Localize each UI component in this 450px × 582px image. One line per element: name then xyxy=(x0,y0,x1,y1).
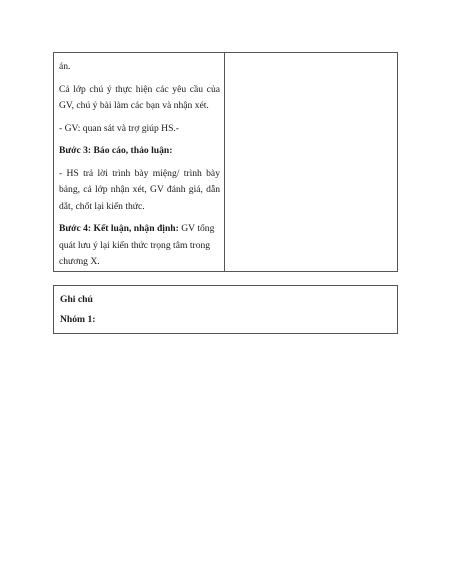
step-4-heading: Bước 4: Kết luận, nhận định: xyxy=(59,223,179,234)
notes-title: Ghi chú xyxy=(60,294,93,305)
activity-table xyxy=(53,52,398,272)
group-label: Nhóm 1: xyxy=(60,314,96,325)
paragraph-teacher-observe: - GV: quan sát và trợ giúp HS.- xyxy=(59,122,180,134)
paragraph-step-4 xyxy=(59,221,220,271)
paragraph-continuation: án. xyxy=(59,61,71,72)
paragraph-class-attention: Cả lớp chú ý thực hiện các yêu cầu của GV, chú ý bài làm các bạn và nhận xét. xyxy=(59,83,220,111)
notes-box xyxy=(53,285,398,334)
activity-cell-content xyxy=(54,53,224,271)
step-3-heading: Bước 3: Báo cáo, thảo luận: xyxy=(59,145,173,156)
step-4-text: GV tổng quát lưu ý lại kiến thức trọng tâm trong chương X. xyxy=(59,223,215,267)
paragraph-student-report: - HS trả lời trình bày miệng/ trình bày bảng, cả lớp nhận xét, GV đánh giá, dẫn dắt, chốt lại kiến thức. xyxy=(59,167,220,212)
activity-cell-left xyxy=(54,53,225,272)
table-row xyxy=(54,53,398,272)
activity-cell-right xyxy=(225,53,398,272)
